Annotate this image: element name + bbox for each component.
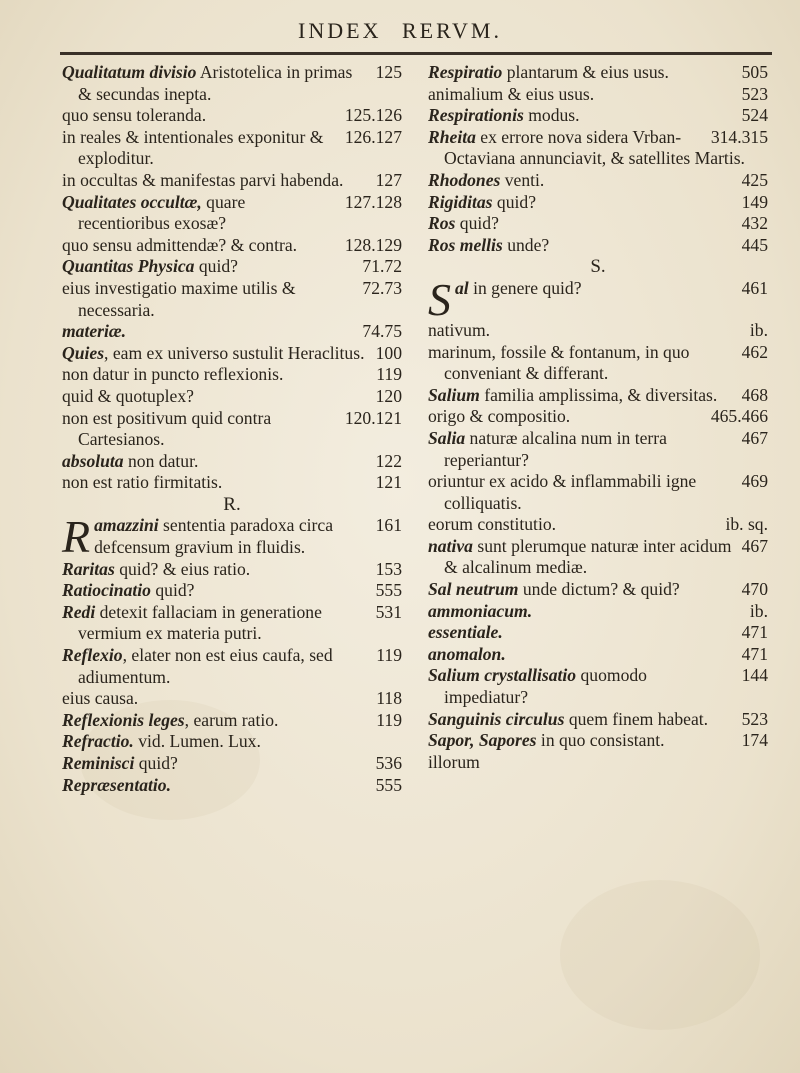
index-entry <box>62 511 402 563</box>
entry-text: quid? <box>455 213 499 234</box>
page-ref: 144 <box>741 665 768 686</box>
index-entry <box>428 665 768 708</box>
index-entry <box>62 451 402 473</box>
index-entry <box>62 343 402 365</box>
entry-text: eius investigatio maxime utilis & necessaria. <box>62 277 296 320</box>
entry-headword: Quies <box>62 342 105 363</box>
index-entry <box>428 170 768 192</box>
entry-text: illorum <box>428 751 480 772</box>
index-entry <box>428 127 768 170</box>
index-entry <box>62 775 402 797</box>
entry-headword: ammoniacum. <box>428 600 533 621</box>
index-entry <box>428 320 768 342</box>
entry-headword: Salium <box>428 384 480 405</box>
index-entry <box>62 364 402 386</box>
page-ref: 72.73 <box>362 277 402 298</box>
entry-text: quid? <box>194 256 238 277</box>
header-rule <box>60 52 772 55</box>
entry-headword: Ros mellis <box>428 234 503 255</box>
index-entry <box>428 192 768 214</box>
entry-text: quid? <box>134 753 178 773</box>
entry-text: familia amplissima, & diversitas. <box>479 384 718 405</box>
entry-headword: Repræsentatio. <box>62 774 171 795</box>
entry-text: quid & quotuplex? <box>62 385 194 406</box>
drop-cap: R <box>62 511 91 563</box>
entry-text: quomodo impediatur? <box>444 665 647 708</box>
entry-headword: Respirationis <box>428 105 524 126</box>
entry-headword: Rhodones <box>428 169 501 190</box>
header-word-index: INDEX <box>298 18 382 43</box>
index-entry <box>428 213 768 235</box>
page-ref: 118 <box>376 688 402 709</box>
entry-headword: nativa <box>428 535 473 556</box>
index-entry <box>62 688 402 710</box>
entry-headword: Raritas <box>62 558 115 579</box>
index-entry <box>62 127 402 170</box>
index-entry <box>428 84 768 106</box>
index-entry <box>62 278 402 321</box>
entry-text: quare recentioribus exosæ? <box>78 191 246 234</box>
entry-text: plantarum & eius usus. <box>502 62 669 82</box>
page-ref: ib. sq. <box>725 514 768 535</box>
page-ref: 119 <box>376 364 402 385</box>
page-ref: 120 <box>375 385 402 406</box>
entry-text: detexit fallaciam in generatione vermium ex materia putri. <box>78 601 322 644</box>
page-ref: 462 <box>741 341 768 362</box>
index-entry <box>62 170 402 192</box>
page-ref: 126.127 <box>344 126 402 147</box>
page-ref: 314.315 <box>710 126 768 147</box>
entry-text: , eam ex universo sustulit Heraclitus. <box>104 342 365 363</box>
index-entry <box>428 273 768 325</box>
drop-cap: S <box>428 273 451 325</box>
entry-headword: Reminisci <box>62 753 135 773</box>
page-ref: 467 <box>741 535 768 556</box>
index-entry <box>428 622 768 644</box>
entry-headword: Redi <box>62 601 96 622</box>
index-entry <box>428 730 768 752</box>
entry-headword: al <box>455 277 469 298</box>
entry-headword: Ros <box>428 213 456 234</box>
index-entry <box>428 601 768 623</box>
page-ref: 445 <box>741 234 768 255</box>
index-entry <box>62 105 402 127</box>
entry-text: , earum ratio. <box>184 709 279 730</box>
index-entry <box>428 406 768 428</box>
page-ref: 149 <box>741 191 768 212</box>
page-ref: 120.121 <box>344 407 402 428</box>
entry-headword: Reflexionis leges <box>62 709 185 730</box>
page-ref: 432 <box>741 213 768 234</box>
index-entry <box>428 579 768 601</box>
page-ref: 127.128 <box>344 191 402 212</box>
section-letter-s: S. <box>590 256 606 278</box>
entry-text: non est ratio firmitatis. <box>62 472 223 493</box>
page-ref: 469 <box>741 471 768 492</box>
entry-text: eius causa. <box>62 688 139 709</box>
page-ref: 121 <box>375 472 402 493</box>
entry-text: in genere quid? <box>468 277 582 298</box>
index-entry <box>62 602 402 645</box>
index-entry <box>62 710 402 732</box>
page-ref: 536 <box>375 753 402 773</box>
entry-headword: amazzini <box>94 515 159 536</box>
entry-text: non datur. <box>123 450 199 471</box>
entry-text: quid? <box>150 580 195 601</box>
page-ref: 161 <box>375 515 402 536</box>
page-ref: 71.72 <box>362 256 402 277</box>
index-entry <box>428 752 768 774</box>
entry-headword: Sal neutrum <box>428 579 519 600</box>
entry-text: unde dictum? & quid? <box>518 579 680 600</box>
page-ref: 468 <box>741 384 768 405</box>
entry-text: quo sensu toleranda. <box>62 105 207 126</box>
index-entry <box>62 645 402 688</box>
page-ref: 74.75 <box>362 321 402 342</box>
entry-text: origo & compositio. <box>428 406 571 427</box>
entry-text: in occultas & manifestas parvi habenda. <box>62 169 344 190</box>
paper-stain <box>560 880 760 1030</box>
entry-text: non datur in puncto reflexionis. <box>62 364 284 385</box>
entry-text: in reales & intentionales exponitur & exploditur. <box>62 126 324 169</box>
entry-text: oriuntur ex acido & inflammabili igne colliquatis. <box>428 471 697 513</box>
entry-text: in quo consistant. <box>536 730 665 751</box>
page-ref: 523 <box>741 708 768 729</box>
page-ref: 127 <box>375 169 402 190</box>
index-entry <box>62 62 402 105</box>
page-ref: 467 <box>741 427 768 448</box>
page-ref: 471 <box>741 643 768 664</box>
index-entry <box>62 580 402 602</box>
entry-text: marinum, fossile & fontanum, in quo conveniant & differant. <box>428 341 690 384</box>
page-ref: 555 <box>375 774 402 795</box>
right-column <box>428 62 768 773</box>
index-entry <box>428 105 768 127</box>
entry-text: nativum. <box>428 319 491 340</box>
entry-headword: Quantitas Physica <box>62 256 195 277</box>
index-entry <box>428 385 768 407</box>
page-ref: 153 <box>375 558 402 579</box>
page-ref: 119 <box>376 709 402 730</box>
page-ref: 470 <box>741 579 768 600</box>
entry-headword: Ratiocinatio <box>62 580 151 601</box>
entry-text: non est positivum quid contra Cartesianos. <box>62 407 272 450</box>
page-ref: 524 <box>741 105 768 126</box>
entry-headword: essentiale. <box>428 622 503 643</box>
index-entry <box>62 321 402 343</box>
index-entry <box>62 472 402 494</box>
entry-text: , elater non est eius caufa, sed adiumentum. <box>78 645 333 687</box>
page-ref: 505 <box>741 62 768 82</box>
index-entry <box>428 235 768 257</box>
entry-headword: Rheita <box>428 126 476 147</box>
entry-headword: absoluta <box>62 450 124 471</box>
index-entry <box>428 536 768 579</box>
entry-headword: Refractio. <box>62 731 134 752</box>
index-entry <box>62 192 402 235</box>
entry-text: Aristotelica in primas & secundas inepta. <box>78 62 353 104</box>
entry-headword: Qualitates occultæ, <box>62 191 202 212</box>
page-ref: 461 <box>741 277 768 298</box>
index-entry <box>62 256 402 278</box>
page-ref: 125.126 <box>344 105 402 126</box>
index-entry <box>62 235 402 257</box>
page-ref: 119 <box>376 645 402 666</box>
entry-headword: materiæ. <box>62 321 127 342</box>
left-column <box>62 62 402 796</box>
page-ref: 531 <box>375 601 402 622</box>
index-entry <box>428 62 768 84</box>
index-entry <box>62 559 402 581</box>
entry-text: sententia paradoxa circa defcensum gravium in fluidis. <box>94 515 334 558</box>
entry-headword: Rigiditas <box>428 191 493 212</box>
index-entry <box>62 731 402 753</box>
page-ref: 465.466 <box>710 406 768 427</box>
entry-text: modus. <box>523 105 580 126</box>
page-ref: 100 <box>375 342 402 363</box>
index-entry <box>428 644 768 666</box>
index-entry <box>428 342 768 385</box>
entry-text: eorum constitutio. <box>428 514 557 535</box>
entry-text: vid. Lumen. Lux. <box>133 731 261 752</box>
section-letter-r: R. <box>223 493 241 515</box>
page-ref: ib. <box>749 319 768 340</box>
page-ref: 128.129 <box>344 234 402 255</box>
index-entry <box>428 709 768 731</box>
entry-headword: Respiratio <box>428 62 503 82</box>
entry-text: venti. <box>500 169 545 190</box>
page-ref: ib. <box>749 600 768 621</box>
index-entry <box>62 753 402 775</box>
page-ref: 125 <box>375 62 402 82</box>
page-header <box>0 18 800 44</box>
index-entry <box>428 428 768 471</box>
index-entry <box>62 408 402 451</box>
entry-text: sunt plerumque naturæ inter acidum & alcalinum mediæ. <box>444 535 732 578</box>
entry-text: quid? & eius ratio. <box>114 558 251 579</box>
entry-headword: Salium crystallisatio <box>428 665 577 686</box>
index-entry <box>428 514 768 536</box>
page-ref: 555 <box>375 580 402 601</box>
index-entry <box>62 386 402 408</box>
entry-headword: Salia <box>428 427 466 448</box>
entry-headword: anomalon. <box>428 643 506 664</box>
entry-text: quid? <box>492 191 537 212</box>
header-word-rerum: RERVM. <box>401 18 502 43</box>
entry-headword: Qualitatum divisio <box>62 62 197 82</box>
index-entry <box>428 471 768 514</box>
page-ref: 122 <box>375 450 402 471</box>
entry-text: ex errore nova sidera Vrban-Octaviana annunciavit, & satellites Martis. <box>444 126 745 169</box>
entry-text: animalium & eius usus. <box>428 83 595 104</box>
entry-text: unde? <box>502 234 550 255</box>
page-ref: 523 <box>741 83 768 104</box>
page-ref: 425 <box>741 169 768 190</box>
entry-text: quo sensu admittendæ? & contra. <box>62 234 298 255</box>
entry-headword: Sanguinis circulus <box>428 708 565 729</box>
page-ref: 174 <box>741 730 768 751</box>
entry-text: naturæ alcalina num in terra reperiantur? <box>444 427 667 470</box>
page-ref: 471 <box>741 622 768 643</box>
entry-headword: Reflexio <box>62 645 123 666</box>
entry-text: quem finem habeat. <box>564 708 709 729</box>
entry-headword: Sapor, Sapores <box>428 730 537 751</box>
